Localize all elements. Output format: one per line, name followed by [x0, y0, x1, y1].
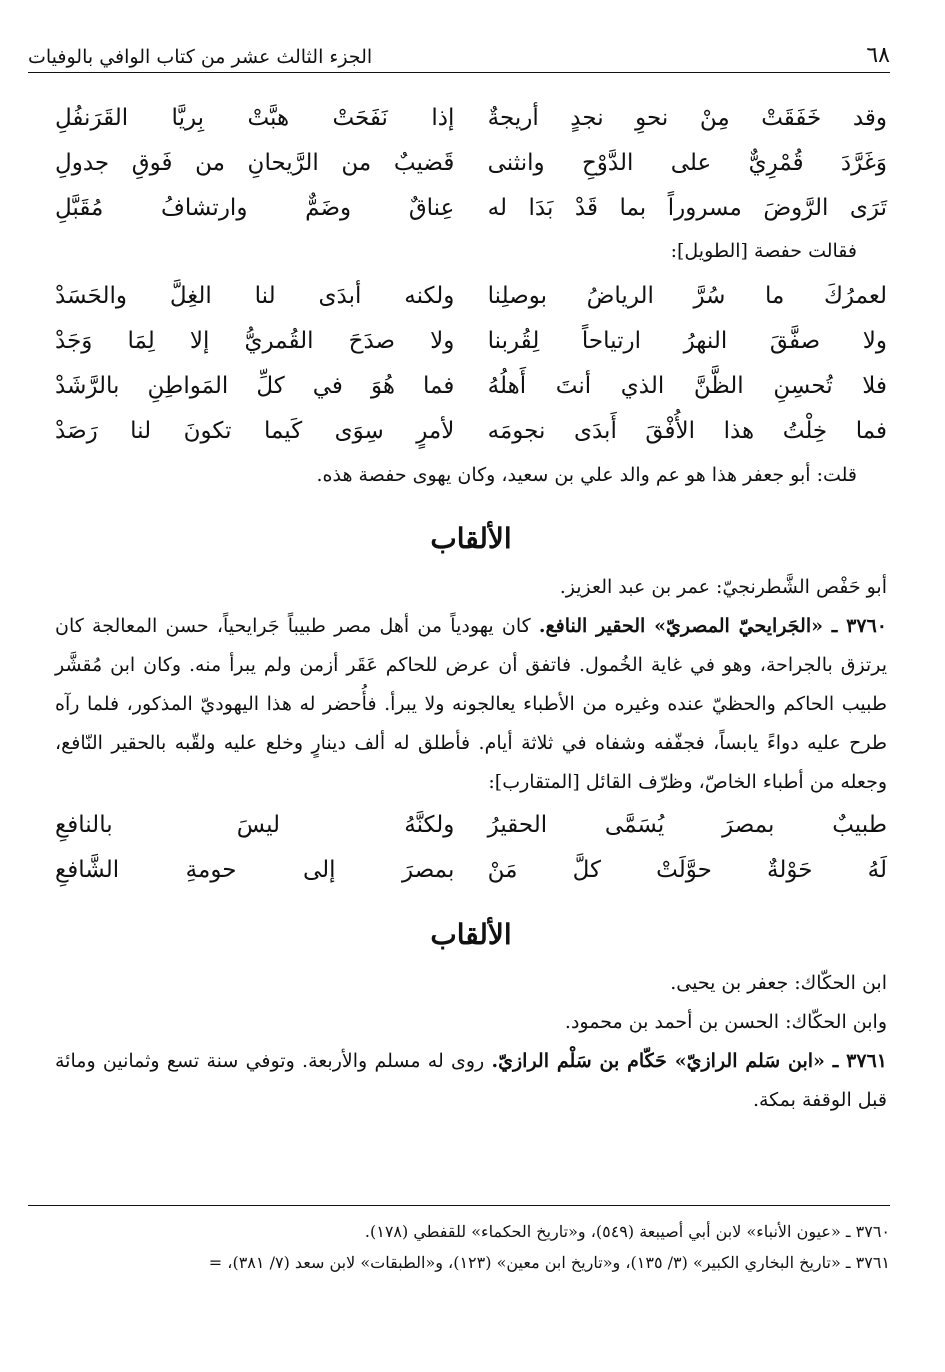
verse-line	[55, 140, 887, 185]
verse-first-hemistich: ولا صفَّقَ النهرُ ارتياحاً لِقُربنا	[487, 327, 887, 354]
verse-first-hemistich: وقد خَفَقَتْ مِنْ نحوِ نجدٍ أريجةٌ	[487, 104, 887, 131]
alqab-entry: ابن الحكّاك: جعفر بن يحيى.	[670, 972, 887, 994]
verse-line	[55, 318, 887, 363]
alqab-entry: أبو حَفْص الشَّطرنجيّ: عمر بن عبد العزيز.	[559, 576, 887, 598]
verse-line	[55, 802, 887, 847]
verse-second-hemistich: قَضيبٌ من الرَّيحانِ من فَوقِ جدولِ	[55, 149, 455, 176]
page-body	[55, 95, 887, 1120]
verse-first-hemistich: فلا تُحسِنِ الظَّنَّ الذي أنتَ أَهلُهُ	[487, 372, 887, 399]
poem-intro: فقالت حفصة [الطويل]:	[670, 240, 857, 262]
verse-second-hemistich: ولكنه أبدَى لنا الغِلَّ والحَسَدْ	[55, 282, 455, 309]
entry-text: روى له مسلم والأربعة. وتوفي سنة تسع وثمانين ومائة قبل الوقفة بمكة.	[55, 1050, 887, 1111]
footnote: ٣٧٦١ ـ «تاريخ البخاري الكبير» (٣/ ١٣٥)، و«تاريخ ابن معين» (١٢٣)، و«الطبقات» لابن سعد (٧/ ٣٨١)، =	[208, 1253, 890, 1272]
biography-entry-3761	[55, 1042, 887, 1120]
verse-first-hemistich: لَهُ حَوْلةٌ حوَّلَتْ كلَّ مَنْ	[487, 856, 887, 883]
biography-entry-3760	[55, 607, 887, 802]
verse-second-hemistich: لأمرٍ سِوَى كَيما تكونَ لنا رَصَدْ	[55, 417, 455, 444]
verse-first-hemistich: تَرَى الرَّوضَ مسروراً بما قَدْ بَدَا له	[487, 194, 887, 221]
verse-second-hemistich: فما هُوَ في كلِّ المَواطِنِ بالرَّشَدْ	[55, 372, 455, 399]
running-header	[28, 38, 890, 73]
section-heading: الألقاب	[430, 918, 512, 951]
poem-3	[55, 802, 887, 892]
poem-2	[55, 273, 887, 453]
verse-line	[55, 273, 887, 318]
footnote: ٣٧٦٠ ـ «عيون الأنباء» لابن أبي أصيبعة (٥٤٩)، و«تاريخ الحكماء» للقفطي (١٧٨).	[364, 1222, 890, 1241]
editor-note: قلت: أبو جعفر هذا هو عم والد علي بن سعيد، وكان يهوى حفصة هذه.	[316, 464, 857, 486]
verse-line	[55, 408, 887, 453]
section-heading: الألقاب	[430, 522, 512, 555]
verse-first-hemistich: لعمرُكَ ما سُرَّ الرياضُ بوصلِنا	[487, 282, 887, 309]
verse-first-hemistich: فما خِلْتُ هذا الأُفْقَ أَبدَى نجومَه	[487, 417, 887, 444]
alqab-entry: وابن الحكّاك: الحسن بن أحمد بن محمود.	[564, 1011, 887, 1033]
verse-second-hemistich: ولكنَّهُ ليسَ بالنافعِ	[55, 811, 455, 838]
verse-first-hemistich: وَغَرَّدَ قُمْرِيٌّ على الدَّوْحِ وانثنى	[487, 149, 887, 176]
verse-line	[55, 185, 887, 230]
footnotes	[28, 1205, 890, 1278]
verse-first-hemistich: طبيبٌ بمصرَ يُسَمَّى الحقيرُ	[487, 811, 887, 838]
verse-second-hemistich: بمصرَ إلى حومةِ الشَّافعِ	[55, 856, 455, 883]
book-title: الجزء الثالث عشر من كتاب الوافي بالوفيات	[28, 46, 373, 68]
entry-title: ٣٧٦٠ ـ «الجَرايحيّ المصريّ» الحقير النافع.	[538, 615, 887, 637]
verse-line	[55, 847, 887, 892]
poem-1	[55, 95, 887, 230]
verse-second-hemistich: إذا نَفَحَتْ هبَّتْ بِريَّا القَرَنفُلِ	[55, 104, 455, 131]
verse-line	[55, 95, 887, 140]
verse-second-hemistich: ولا صدَحَ القُمريُّ إلا لِمَا وَجَدْ	[55, 327, 455, 354]
verse-second-hemistich: عِناقٌ وضَمٌّ وارتشافُ مُقَبَّلِ	[55, 194, 455, 221]
verse-line	[55, 363, 887, 408]
page-number: ٦٨	[866, 43, 890, 68]
entry-text: كان يهودياً من أهل مصر طبيباً جَرايحياً، حسن المعالجة كان يرتزق بالجراحة، وهو في غاية الخُمول. فاتفق أن عرض للحاكم عَقَر أزمن ولم يبرأ منه. وكان ابن مُقشَّر طبيب الحاكم والحظيّ عنده وغيره من الأطباء يعالجونه ولا يبرأ. فأُحضر له هذا اليهوديّ المذكور، فلما رآه طرح عليه دواءً يابساً، فجفّفه وشفاه في ثلاثة أيام. فأطلق له ألف دينارٍ وخلع عليه ولقّبه بالحقير النّافع، وجعله من أطباء الخاصّ، وظرّف القائل [المتقارب]:	[55, 615, 887, 793]
entry-title: ٣٧٦١ ـ «ابن سَلم الرازيّ» حَكّام بن سَلْم الرازيّ.	[491, 1050, 887, 1072]
